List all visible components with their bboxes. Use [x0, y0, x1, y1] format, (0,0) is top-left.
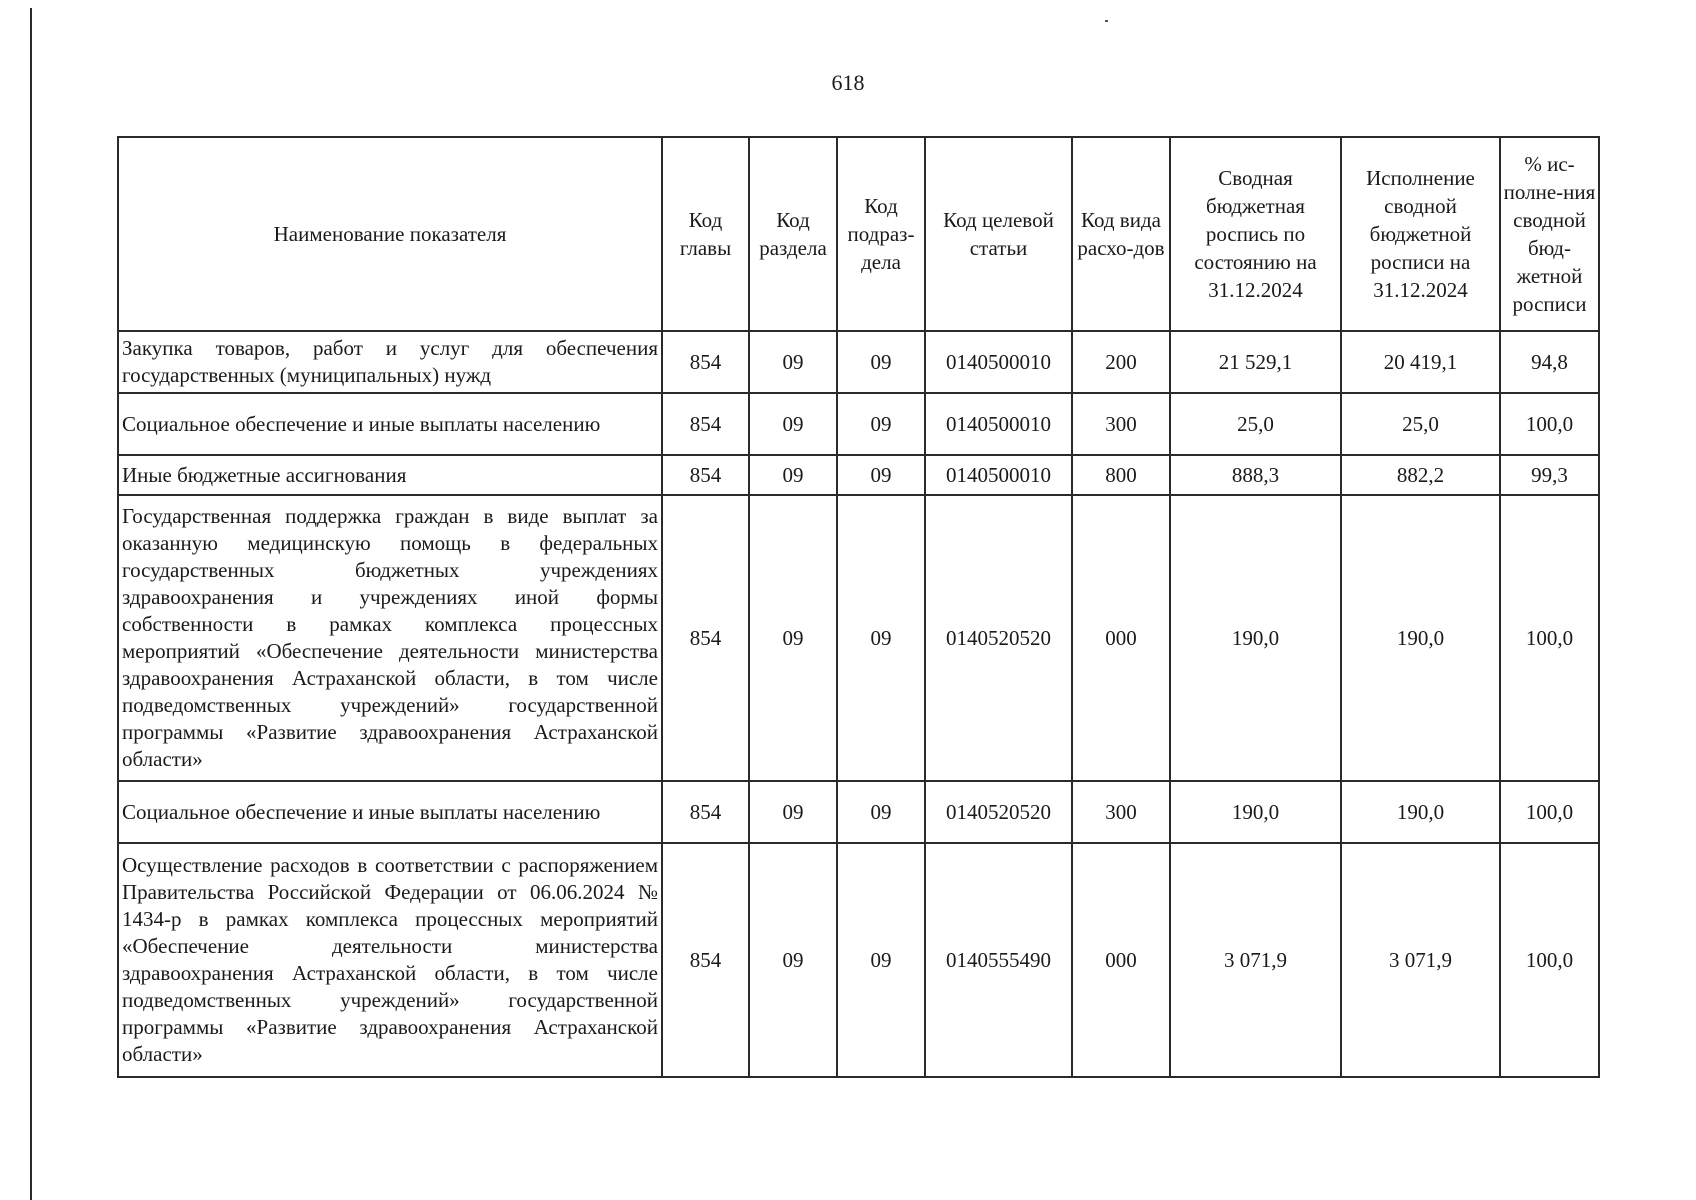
row-rospis: 190,0 — [1170, 495, 1341, 781]
row-ispolnenie: 190,0 — [1341, 495, 1500, 781]
row-vid: 800 — [1072, 455, 1170, 495]
header-ispolnenie: Исполнение сводной бюджетной росписи на 31.12.2024 — [1341, 137, 1500, 331]
row-rospis: 25,0 — [1170, 393, 1341, 455]
row-glava: 854 — [662, 781, 749, 843]
row-name: Иные бюджетные ассигнования — [118, 455, 662, 495]
header-name: Наименование показателя — [118, 137, 662, 331]
row-razdel: 09 — [749, 331, 837, 393]
header-rospis: Сводная бюджетная роспись по состоянию на 31.12.2024 — [1170, 137, 1341, 331]
row-glava: 854 — [662, 495, 749, 781]
header-glava: Код главы — [662, 137, 749, 331]
row-celevaya: 0140500010 — [925, 393, 1072, 455]
row-percent: 100,0 — [1500, 843, 1599, 1077]
table-row — [118, 331, 1599, 393]
row-vid: 300 — [1072, 781, 1170, 843]
row-glava: 854 — [662, 331, 749, 393]
row-rospis: 3 071,9 — [1170, 843, 1341, 1077]
row-vid: 000 — [1072, 495, 1170, 781]
row-vid: 200 — [1072, 331, 1170, 393]
row-podrazdel: 09 — [837, 393, 925, 455]
row-percent: 100,0 — [1500, 495, 1599, 781]
row-percent: 100,0 — [1500, 393, 1599, 455]
header-vid: Код вида расхо-дов — [1072, 137, 1170, 331]
table-row — [118, 781, 1599, 843]
row-name: Социальное обеспечение и иные выплаты населению — [118, 393, 662, 455]
header-razdel: Код раздела — [749, 137, 837, 331]
row-percent: 100,0 — [1500, 781, 1599, 843]
row-vid: 000 — [1072, 843, 1170, 1077]
row-rospis: 21 529,1 — [1170, 331, 1341, 393]
table-row — [118, 393, 1599, 455]
table-row — [118, 843, 1599, 1077]
row-name: Закупка товаров, работ и услуг для обеспечения государственных (муниципальных) нужд — [118, 331, 662, 393]
row-ispolnenie: 190,0 — [1341, 781, 1500, 843]
row-glava: 854 — [662, 455, 749, 495]
page-number: 618 — [831, 70, 865, 95]
row-name: Государственная поддержка граждан в виде выплат за оказанную медицинскую помощь в федеральных государственных бюджетных учреждениях здравоохранения и учреждениях иной формы собственности в рамках комплекса процессных мероприятий «Обеспечение деятельности министерства здравоохранения Астраханской области, в том числе подведомственных учреждений» государственной программы «Развитие здравоохранения Астраханской области» — [118, 495, 662, 781]
row-rospis: 190,0 — [1170, 781, 1341, 843]
row-razdel: 09 — [749, 843, 837, 1077]
scan-speck — [1105, 20, 1108, 22]
header-podrazdel: Код подраз-дела — [837, 137, 925, 331]
row-razdel: 09 — [749, 781, 837, 843]
header-percent: % ис-полне-ния сводной бюд-жетной росписи — [1500, 137, 1599, 331]
row-celevaya: 0140500010 — [925, 455, 1072, 495]
row-razdel: 09 — [749, 495, 837, 781]
row-percent: 94,8 — [1500, 331, 1599, 393]
row-rospis: 888,3 — [1170, 455, 1341, 495]
row-razdel: 09 — [749, 455, 837, 495]
budget-execution-table — [117, 136, 1600, 1078]
header-celevaya: Код целевой статьи — [925, 137, 1072, 331]
row-podrazdel: 09 — [837, 495, 925, 781]
row-celevaya: 0140555490 — [925, 843, 1072, 1077]
row-celevaya: 0140520520 — [925, 781, 1072, 843]
row-razdel: 09 — [749, 393, 837, 455]
row-ispolnenie: 25,0 — [1341, 393, 1500, 455]
table-row — [118, 495, 1599, 781]
row-celevaya: 0140520520 — [925, 495, 1072, 781]
row-ispolnenie: 3 071,9 — [1341, 843, 1500, 1077]
row-name: Осуществление расходов в соответствии с распоряжением Правительства Российской Федерации от 06.06.2024 № 1434-р в рамках комплекса процессных мероприятий «Обеспечение деятельности министерства здравоохранения Астраханской области, в том числе подведомственных учреждений» государственной программы «Развитие здравоохранения Астраханской области» — [118, 843, 662, 1077]
row-percent: 99,3 — [1500, 455, 1599, 495]
row-vid: 300 — [1072, 393, 1170, 455]
row-name: Социальное обеспечение и иные выплаты населению — [118, 781, 662, 843]
row-ispolnenie: 20 419,1 — [1341, 331, 1500, 393]
row-celevaya: 0140500010 — [925, 331, 1072, 393]
row-podrazdel: 09 — [837, 331, 925, 393]
row-glava: 854 — [662, 843, 749, 1077]
row-podrazdel: 09 — [837, 781, 925, 843]
row-podrazdel: 09 — [837, 455, 925, 495]
scan-edge-line — [30, 8, 32, 1200]
row-ispolnenie: 882,2 — [1341, 455, 1500, 495]
row-podrazdel: 09 — [837, 843, 925, 1077]
table-header-row — [118, 137, 1599, 331]
row-glava: 854 — [662, 393, 749, 455]
table-row — [118, 455, 1599, 495]
